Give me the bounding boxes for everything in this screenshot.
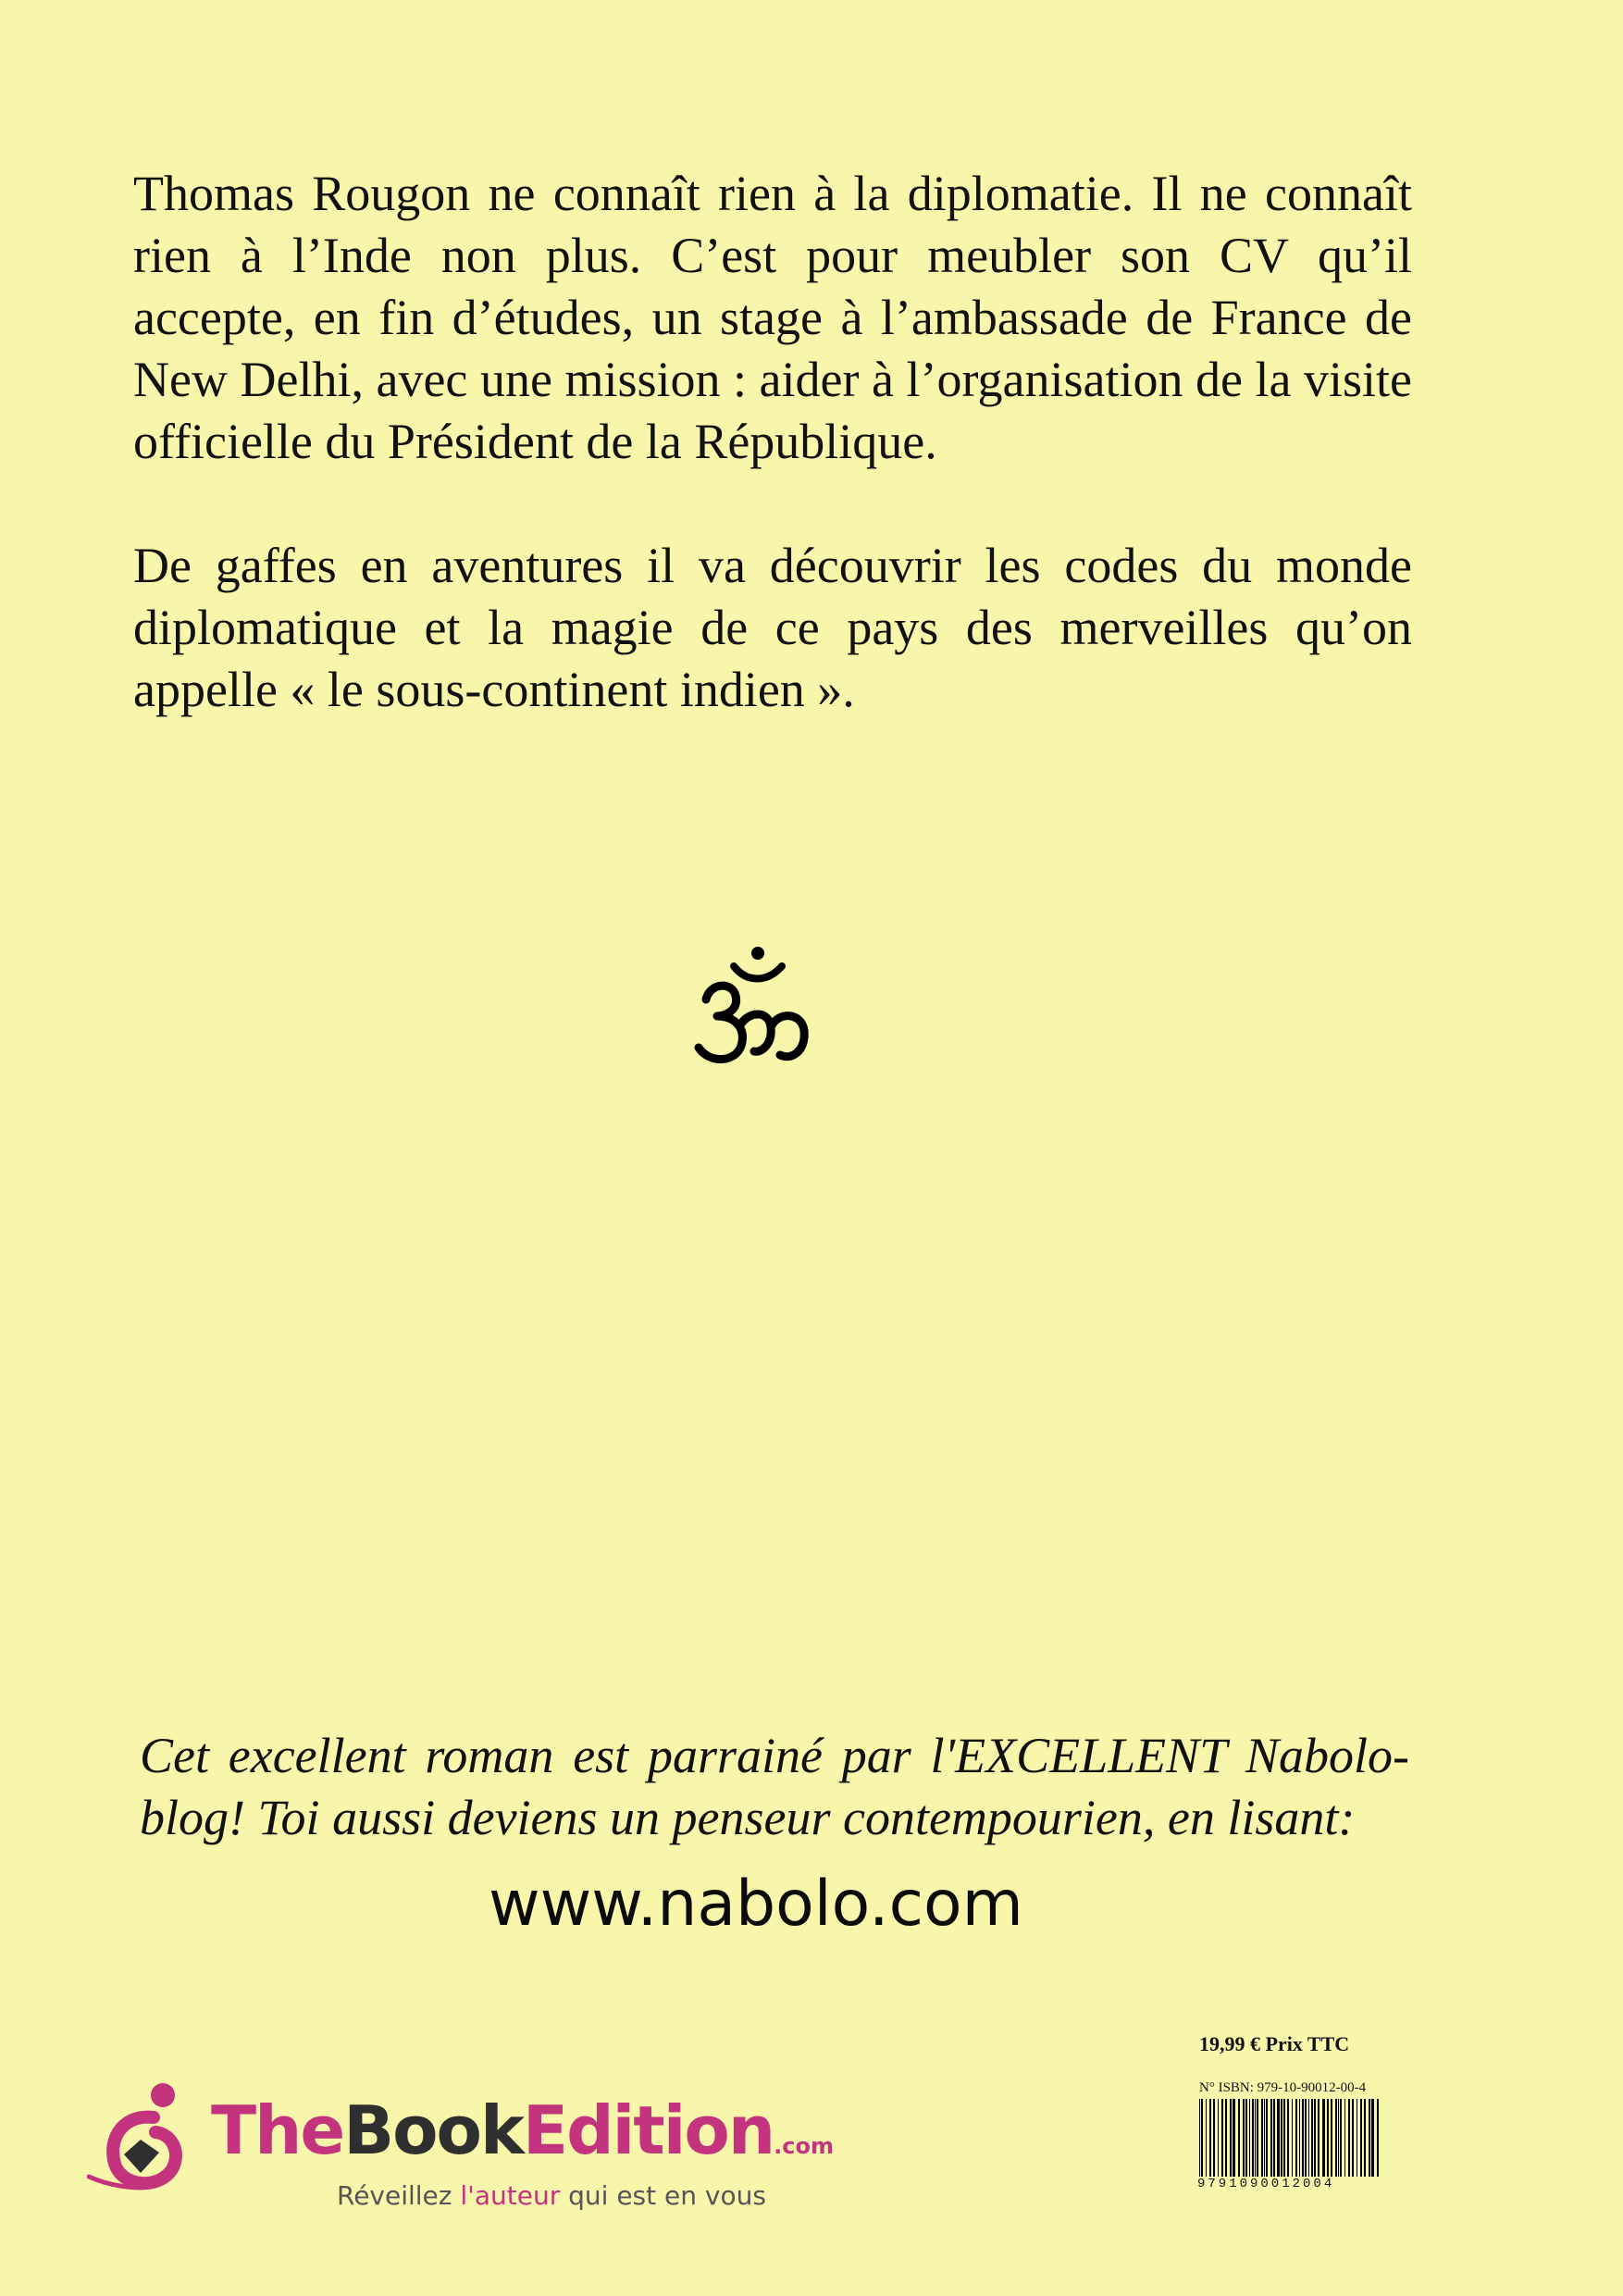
- isbn-label: N° ISBN: 979-10-90012-00-4: [1199, 2080, 1367, 2095]
- blurb-paragraph: De gaffes en aventures il va découvrir les codes du monde diplomatique et la magie de ce pays des merveilles qu’on appelle « le sous-continent indien ».: [133, 538, 1412, 717]
- publisher-logo[interactable]: [87, 2080, 846, 2219]
- website-link[interactable]: www.nabolo.com: [489, 1868, 1023, 1941]
- tagline-accent: l'auteur: [460, 2180, 561, 2211]
- blurb: [133, 163, 1412, 721]
- publisher-name: [211, 2093, 834, 2183]
- tagline-after: qui est en vous: [560, 2180, 766, 2211]
- sponsor-text: Cet excellent roman est parrainé par l'EXCELLENT Nabolo-blog! Toi aussi deviens un penseur contempourien, en lisant:: [140, 1728, 1409, 1845]
- reader-figure-icon: [87, 2080, 196, 2201]
- publisher-name-book: Book: [343, 2091, 523, 2169]
- om-symbol-icon: [689, 935, 815, 1070]
- price-label: 19,99 € Prix TTC: [1199, 2032, 1350, 2055]
- publisher-name-edition: Edition: [522, 2091, 774, 2169]
- publisher-name-the: The: [211, 2091, 344, 2169]
- sponsor-note: [140, 1725, 1409, 1849]
- barcode-digits: 9791090012004: [1197, 2177, 1382, 2191]
- publisher-name-com: .com: [774, 2133, 834, 2159]
- publisher-tagline: [337, 2180, 766, 2211]
- tagline-before: Réveillez: [337, 2180, 461, 2211]
- blurb-paragraph: Thomas Rougon ne connaît rien à la diplomatie. Il ne connaît rien à l’Inde non plus. C’est pour meubler son CV qu’il accepte, en fin d’études, un stage à l’ambassade de France de New Delhi, avec une mission : aider à l’organisation de la visite officielle du Président de la République.: [133, 166, 1412, 469]
